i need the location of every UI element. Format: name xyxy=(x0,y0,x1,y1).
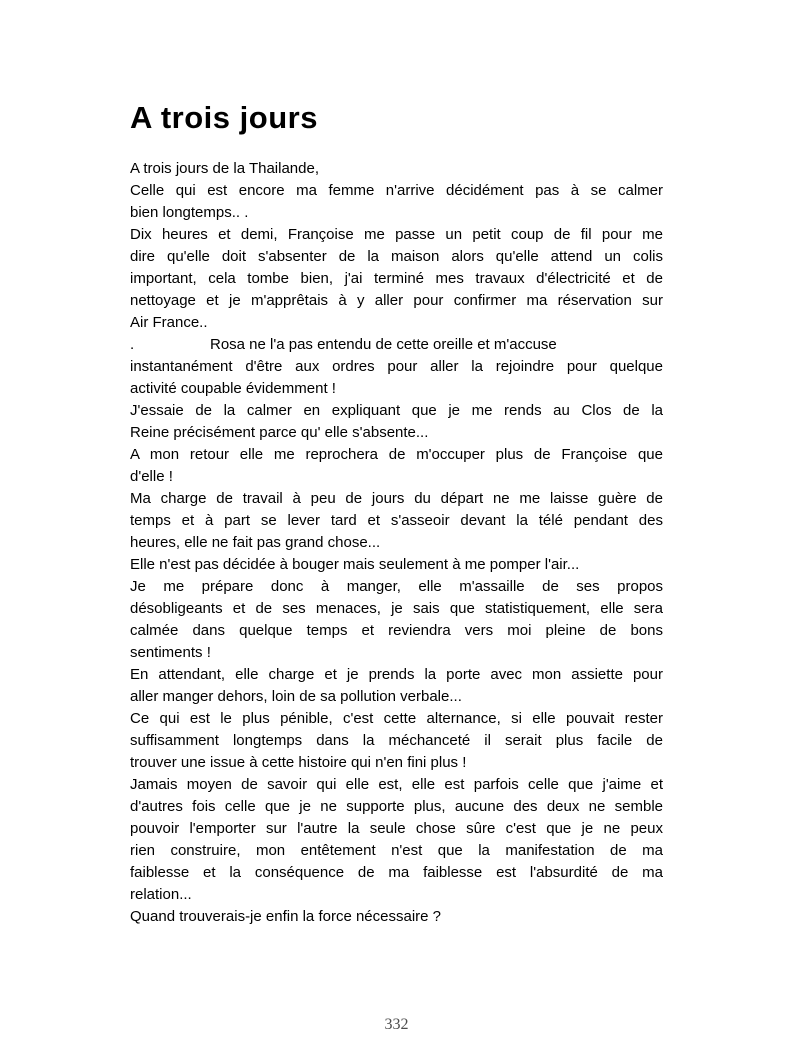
text-line: A mon retour elle me reprochera de m'occuper plus de Françoise que xyxy=(130,446,663,463)
text-line: . Rosa ne l'a pas entendu de cette oreille et m'accuse xyxy=(130,336,557,353)
text-line: Reine précisément parce qu' elle s'absente... xyxy=(130,424,429,441)
text-line: désobligeants et de ses menaces, je sais que statistiquement, elle sera xyxy=(130,600,663,617)
text-line: J'essaie de la calmer en expliquant que je me rends au Clos de la xyxy=(130,402,663,419)
text-line: En attendant, elle charge et je prends la porte avec mon assiette pour xyxy=(130,666,663,683)
text-line: A trois jours de la Thailande, xyxy=(130,160,320,177)
text-line: nettoyage et je m'apprêtais à y aller pour confirmer ma réservation sur xyxy=(130,292,663,309)
text-line: pouvoir l'emporter sur l'autre la seule chose sûre c'est que je ne peux xyxy=(130,820,663,837)
text-line: Elle n'est pas décidée à bouger mais seulement à me pomper l'air... xyxy=(130,556,580,573)
text-line: temps et à part se lever tard et s'asseoir devant la télé pendant des xyxy=(130,512,663,529)
text-line: Ma charge de travail à peu de jours du départ ne me laisse guère de xyxy=(130,490,663,507)
text-line: Celle qui est encore ma femme n'arrive décidément pas à se calmer xyxy=(130,182,663,199)
text-line: suffisamment longtemps dans la méchanceté il serait plus facile de xyxy=(130,732,663,749)
text-line: trouver une issue à cette histoire qui n'en fini plus ! xyxy=(130,754,467,771)
text-line: aller manger dehors, loin de sa pollution verbale... xyxy=(130,688,462,705)
text-line: rien construire, mon entêtement n'est que la manifestation de ma xyxy=(130,842,663,859)
text-line: important, cela tombe bien, j'ai terminé mes travaux d'électricité et de xyxy=(130,270,663,287)
document-body xyxy=(130,158,663,928)
text-line: heures, elle ne fait pas grand chose... xyxy=(130,534,381,551)
text-line: Jamais moyen de savoir qui elle est, elle est parfois celle que j'aime et xyxy=(130,776,663,793)
text-line: Air France.. xyxy=(130,314,208,331)
page-title: A trois jours xyxy=(130,100,318,135)
text-line: bien longtemps.. . xyxy=(130,204,249,221)
text-line: activité coupable évidemment ! xyxy=(130,380,336,397)
text-line: calmée dans quelque temps et reviendra vers moi pleine de bons xyxy=(130,622,663,639)
page-number: 332 xyxy=(384,1016,409,1033)
text-line: sentiments ! xyxy=(130,644,211,661)
text-line: Ce qui est le plus pénible, c'est cette alternance, si elle pouvait rester xyxy=(130,710,663,727)
text-line: Dix heures et demi, Françoise me passe un petit coup de fil pour me xyxy=(130,226,663,243)
text-line: dire qu'elle doit s'absenter de la maison alors qu'elle attend un colis xyxy=(130,248,663,265)
text-line: Je me prépare donc à manger, elle m'assaille de ses propos xyxy=(130,578,663,595)
text-line: Quand trouverais-je enfin la force nécessaire ? xyxy=(130,908,442,925)
text-line: faiblesse et la conséquence de ma faiblesse est l'absurdité de ma xyxy=(130,864,663,881)
text-line: relation... xyxy=(130,886,192,903)
text-line: d'elle ! xyxy=(130,468,173,485)
text-line: d'autres fois celle que je ne supporte plus, aucune des deux ne semble xyxy=(130,798,663,815)
text-line: instantanément d'être aux ordres pour aller la rejoindre pour quelque xyxy=(130,358,663,375)
